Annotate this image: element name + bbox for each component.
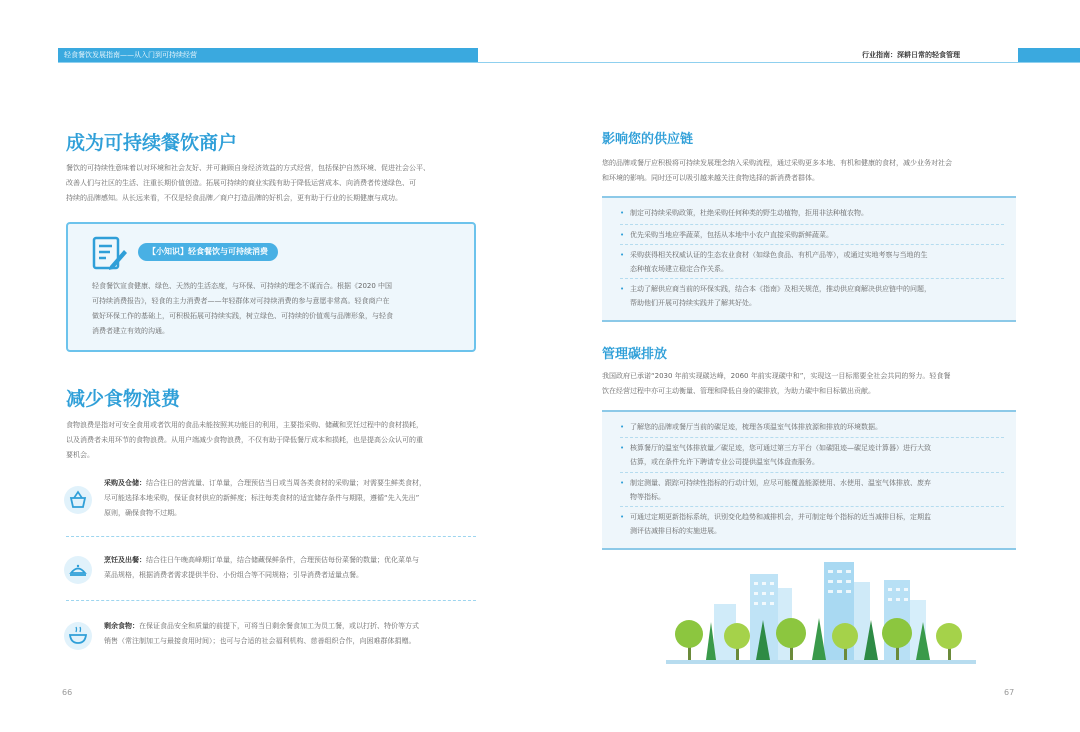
text-line: • 核算餐厅的温室气体排放量／碳足迹，您可通过第三方平台（如碳阻迹—碳足迹计算器）进行大致 — [630, 444, 931, 452]
list-item — [630, 420, 1002, 434]
list-item — [630, 206, 1002, 220]
page-number-left: 66 — [62, 688, 73, 697]
text-line: 我国政府已承诺“2030 年前实现碳达峰，2060 年前实现碳中和”，实现这一目标需要全社会共同的努力。轻食餐 — [602, 372, 951, 380]
text-line: • 了解您的品牌或餐厅当前的碳足迹，梳理各项温室气体排放源和排放的环境数据。 — [630, 423, 882, 431]
text-line: 原则，确保食物不过期。 — [104, 509, 181, 517]
text-line: • 可通过定期更新指标系统，识别变化趋势和减排机会，并可制定每个指标的近当减排目标，定期监 — [630, 513, 931, 521]
divider — [620, 278, 1004, 279]
text-line: • 制定测量、跟踪可持续性指标的行动计划，应尽可能覆盖能源使用、水使用、温室气体排放、废弃 — [630, 479, 931, 487]
section-title-food-waste: 减少食物浪费 — [66, 388, 181, 410]
text-line: 饮在经营过程中亦可主动衡量、管理和降低自身的碳排放，为助力碳中和目标做出贡献。 — [602, 387, 875, 395]
section-intro-sustainable — [66, 161, 486, 206]
section-title-supply-chain: 影响您的供应链 — [602, 132, 694, 147]
divider — [66, 600, 476, 601]
text-line: • 采购获得相关权威认证的生态农业食材（如绿色食品、有机产品等），或通过实地考察与当地的生 — [630, 251, 928, 259]
item-title: 剩余食物： — [104, 622, 139, 630]
text-line: 要机会。 — [66, 451, 94, 459]
list-item — [630, 510, 1002, 538]
text-line: 可持续消费报告》，轻食的主力消费者——年轻群体对可持续消费的参与意愿非常高。轻食商户在 — [92, 297, 390, 305]
text-line: 物等指标。 — [630, 493, 665, 501]
divider — [620, 244, 1004, 245]
text-line: 轻食餐饮宣食健康、绿色、天然的生活态度，与环保、可持续的理念不谋而合。根据《2020 中国 — [92, 282, 393, 290]
text-line: 餐饮的可持续性意味着以对环境和社会友好、并可兼顾自身经济效益的方式经营，包括保护自然环境、促进社会公平、 — [66, 164, 430, 172]
serving-dish-icon — [64, 556, 92, 584]
text-line: 结合往日午晚高峰期订单量，结合储藏保鲜条件，合理预估每份菜餐的数量；优化菜单与 — [146, 556, 419, 564]
header-right-bar — [1018, 48, 1080, 62]
list-item — [630, 441, 1002, 469]
text-line: 态种植农场建立稳定合作关系。 — [630, 265, 728, 273]
header-divider — [58, 62, 1080, 63]
text-line: 估算，或在条件允许下聘请专业公司提供温室气体盘查服务。 — [630, 458, 819, 466]
divider — [620, 224, 1004, 225]
text-line: 测评估减排目标的实施进展。 — [630, 527, 721, 535]
divider — [620, 506, 1004, 507]
list-item — [630, 228, 1002, 242]
divider — [620, 437, 1004, 438]
city-trees-illustration — [666, 560, 976, 668]
text-line: 和环境的影响。同时还可以吸引越来越关注食物选择的新消费者群体。 — [602, 174, 819, 182]
page-number-right: 67 — [1004, 688, 1015, 697]
text-line: 结合往日的营流量、订单量，合理预估当日或当周各类食材的采购量；对需要生鲜类食材， — [146, 479, 426, 487]
text-line: 做好环保工作的基础上，可积极拓展可持续实践，树立绿色、可持续的价值观与品牌形象，与轻食 — [92, 312, 393, 320]
text-line: 持续的品牌感知。从长远来看，不仅是轻食品牌／商户打造品牌的好机会，更有助于行业的长期健康与成功。 — [66, 194, 402, 202]
text-line: 改善人们与社区的生活、注重长期价值创造。拓展可持续的商业实践有助于降低运营成本、向消费者传递绿色、可 — [66, 179, 416, 187]
item-cooking — [104, 553, 484, 583]
text-line: • 制定可持续采购政策，杜绝采购任何种类的野生动植物，拒用非法种植农物。 — [630, 209, 868, 217]
text-line: 菜品规格，根据消费者需求提供半份、小份组合等不同规格；引导消费者适量点餐。 — [104, 571, 363, 579]
section-intro-food-waste — [66, 418, 486, 463]
bowl-icon — [64, 622, 92, 650]
section-title-sustainable: 成为可持续餐饮商户 — [66, 132, 238, 154]
divider — [620, 472, 1004, 473]
list-item — [630, 282, 1002, 310]
item-title: 烹饪及出餐： — [104, 556, 146, 564]
text-line: 帮助他们开展可持续实践并了解其好处。 — [630, 299, 756, 307]
text-line: 以及消费者未用环节的食物浪费。从用户端减少食物浪费，不仅有助于降低餐厅成本和损耗，也是提高公众认可的重 — [66, 436, 423, 444]
text-line: • 优先采购当地应季蔬菜，包括从本地中小农户直接采购新鲜蔬菜。 — [630, 231, 833, 239]
text-line: • 主动了解供应商当前的环保实践，结合本《指南》及相关规范，推动供应商解决供应链中的问题， — [630, 285, 931, 293]
document-edit-icon — [90, 234, 128, 276]
text-line: 消费者建立有效的沟通。 — [92, 327, 169, 335]
text-line: 在保证食品安全和质量的前提下，可将当日剩余餐食加工为员工餐，或以打折、特价等方式 — [139, 622, 419, 630]
section-title-carbon: 管理碳排放 — [602, 347, 668, 362]
item-title: 采购及仓储： — [104, 479, 146, 487]
header-right-title: 行业指南：深耕日常的轻食管理 — [862, 51, 960, 59]
text-line: 您的品牌或餐厅应积极将可持续发展理念纳入采购流程，通过采购更多本地、有机和健康的食材，减少业务对社会 — [602, 159, 952, 167]
text-line: 尽可能选择本地采购，保证食材供应的新鲜度；标注每类食材的适宜储存条件与期限，遵循“先入先出” — [104, 494, 420, 502]
text-line: 销售（常注制加工与最接食用时间）；也可与合适的社会福利机构、慈善组织合作，向困难群体捐赠。 — [104, 637, 416, 645]
tip-label: 【小知识】轻食餐饮与可持续消费 — [138, 243, 278, 261]
section-intro-supply-chain — [602, 156, 1022, 186]
header-left-bar — [58, 48, 478, 62]
text-line: 食物浪费是指对可安全食用或者饮用的食品未能按照其功能目的利用，主要指采购、储藏和烹饪过程中的食材损耗， — [66, 421, 423, 429]
item-procurement — [104, 476, 484, 521]
section-intro-carbon — [602, 369, 1022, 399]
list-item — [630, 476, 1002, 504]
tip-text — [92, 279, 462, 339]
list-item — [630, 248, 1002, 276]
item-leftover — [104, 619, 484, 649]
header-left-title: 轻食餐饮发展指南——从入门到可持续经营 — [64, 51, 197, 59]
basket-icon — [64, 486, 92, 514]
divider — [66, 536, 476, 537]
